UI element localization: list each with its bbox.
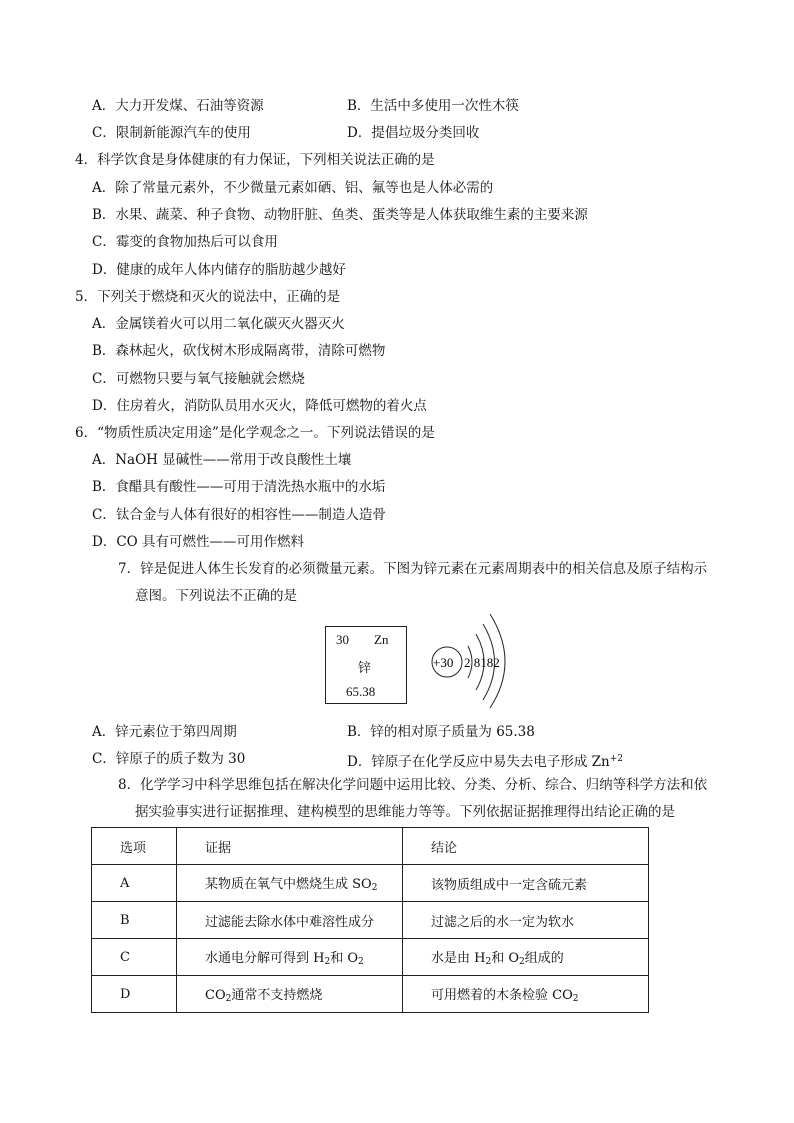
electron-counts: 2 8182 bbox=[464, 655, 500, 670]
atomic-structure-diagram bbox=[428, 610, 538, 710]
q5-option-a: A．金属镁着火可以用二氧化碳灭火器灭火 bbox=[92, 316, 345, 332]
q6-stem: 6．“物质性质决定用途”是化学观念之一。下列说法错误的是 bbox=[75, 425, 435, 441]
element-name: 锌 bbox=[358, 660, 372, 675]
row-option: A bbox=[92, 865, 177, 902]
evidence-table bbox=[91, 827, 649, 1013]
header-evidence: 证据 bbox=[177, 828, 403, 865]
row-option: D bbox=[92, 976, 177, 1013]
q6-option-a: A．NaOH 显碱性——常用于改良酸性土壤 bbox=[92, 452, 352, 468]
q7-option-c: C．锌原子的质子数为 30 bbox=[92, 751, 246, 767]
q5-option-c: C．可燃物只要与氧气接触就会燃烧 bbox=[92, 371, 305, 387]
header-option: 选项 bbox=[92, 828, 177, 865]
row-evidence: $CO_2$通常不支持燃烧 bbox=[177, 976, 403, 1013]
q4-option-b: B．水果、蔬菜、种子食物、动物肝脏、鱼类、蛋类等是人体获取维生素的主要来源 bbox=[92, 207, 588, 223]
q5-stem: 5．下列关于燃烧和灭火的说法中，正确的是 bbox=[75, 289, 341, 305]
q7-option-a: A．锌元素位于第四周期 bbox=[92, 724, 237, 740]
q6-option-d: D．CO 具有可燃性——可用作燃料 bbox=[92, 534, 305, 550]
row-option: B bbox=[92, 902, 177, 939]
header-conclusion: 结论 bbox=[403, 828, 649, 865]
q3-option-d: D．提倡垃圾分类回收 bbox=[347, 125, 480, 141]
row-conclusion: 水是由 $H_2$和 $O_2$组成的 bbox=[403, 939, 649, 976]
row-option: C bbox=[92, 939, 177, 976]
atomic-number: 30 bbox=[336, 632, 349, 647]
row-conclusion: 可用燃着的木条检验 $CO_2$ bbox=[403, 976, 649, 1013]
q7-option-b: B．锌的相对原子质量为 65.38 bbox=[347, 724, 535, 740]
row-evidence: 过滤能去除水体中难溶性成分 bbox=[177, 902, 403, 939]
q6-option-c: C．钛合金与人体有很好的相容性——制造人造骨 bbox=[92, 507, 386, 523]
row-evidence: 某物质在氧气中燃烧生成 $SO_2$ bbox=[177, 865, 403, 902]
element-card bbox=[325, 626, 407, 704]
row-evidence: 水通电分解可得到 $H_2$和 $O_2$ bbox=[177, 939, 403, 976]
q3-option-b: B．生活中多使用一次性木筷 bbox=[347, 98, 519, 114]
q8-stem-line1: 8．化学学习中科学思维包括在解决化学问题中运用比较、分类、分析、综合、归纳等科学方法和依 bbox=[118, 777, 708, 793]
nucleus-charge: +30 bbox=[433, 655, 454, 670]
row-conclusion: 过滤之后的水一定为软水 bbox=[403, 902, 649, 939]
table-header-row bbox=[92, 828, 649, 865]
q3-option-a: A．大力开发煤、石油等资源 bbox=[92, 98, 264, 114]
q4-option-c: C．霉变的食物加热后可以食用 bbox=[92, 234, 278, 250]
q4-option-d: D．健康的成年人体内储存的脂肪越少越好 bbox=[92, 262, 346, 278]
q8-stem-line2: 据实验事实进行证据推理、建构模型的思维能力等等。下列依据证据推理得出结论正确的是 bbox=[135, 804, 675, 820]
q3-option-c: C．限制新能源汽车的使用 bbox=[92, 125, 251, 141]
q4-option-a: A．除了常量元素外，不少微量元素如硒、铝、氟等也是人体必需的 bbox=[92, 180, 494, 196]
q7-option-d: D．锌原子在化学反应中易失去电子形成 $Zn^{+2}$ bbox=[347, 754, 623, 770]
q7-stem-line2: 意图。下列说法不正确的是 bbox=[135, 588, 297, 604]
element-symbol: Zn bbox=[374, 632, 389, 647]
q5-option-d: D．住房着火，消防队员用水灭火，降低可燃物的着火点 bbox=[92, 398, 427, 414]
atomic-mass: 65.38 bbox=[346, 684, 376, 699]
row-conclusion: 该物质组成中一定含硫元素 bbox=[403, 865, 649, 902]
q5-option-b: B．森林起火，砍伐树木形成隔离带，清除可燃物 bbox=[92, 343, 386, 359]
table-row bbox=[92, 976, 649, 1013]
q6-option-b: B．食醋具有酸性——可用于清洗热水瓶中的水垢 bbox=[92, 479, 386, 495]
table-row bbox=[92, 902, 649, 939]
q4-stem: 4．科学饮食是身体健康的有力保证，下列相关说法正确的是 bbox=[75, 152, 435, 168]
q7-stem-line1: 7．锌是促进人体生长发育的必须微量元素。下图为锌元素在元素周期表中的相关信息及原子结构示 bbox=[118, 561, 708, 577]
table-row bbox=[92, 939, 649, 976]
table-row bbox=[92, 865, 649, 902]
